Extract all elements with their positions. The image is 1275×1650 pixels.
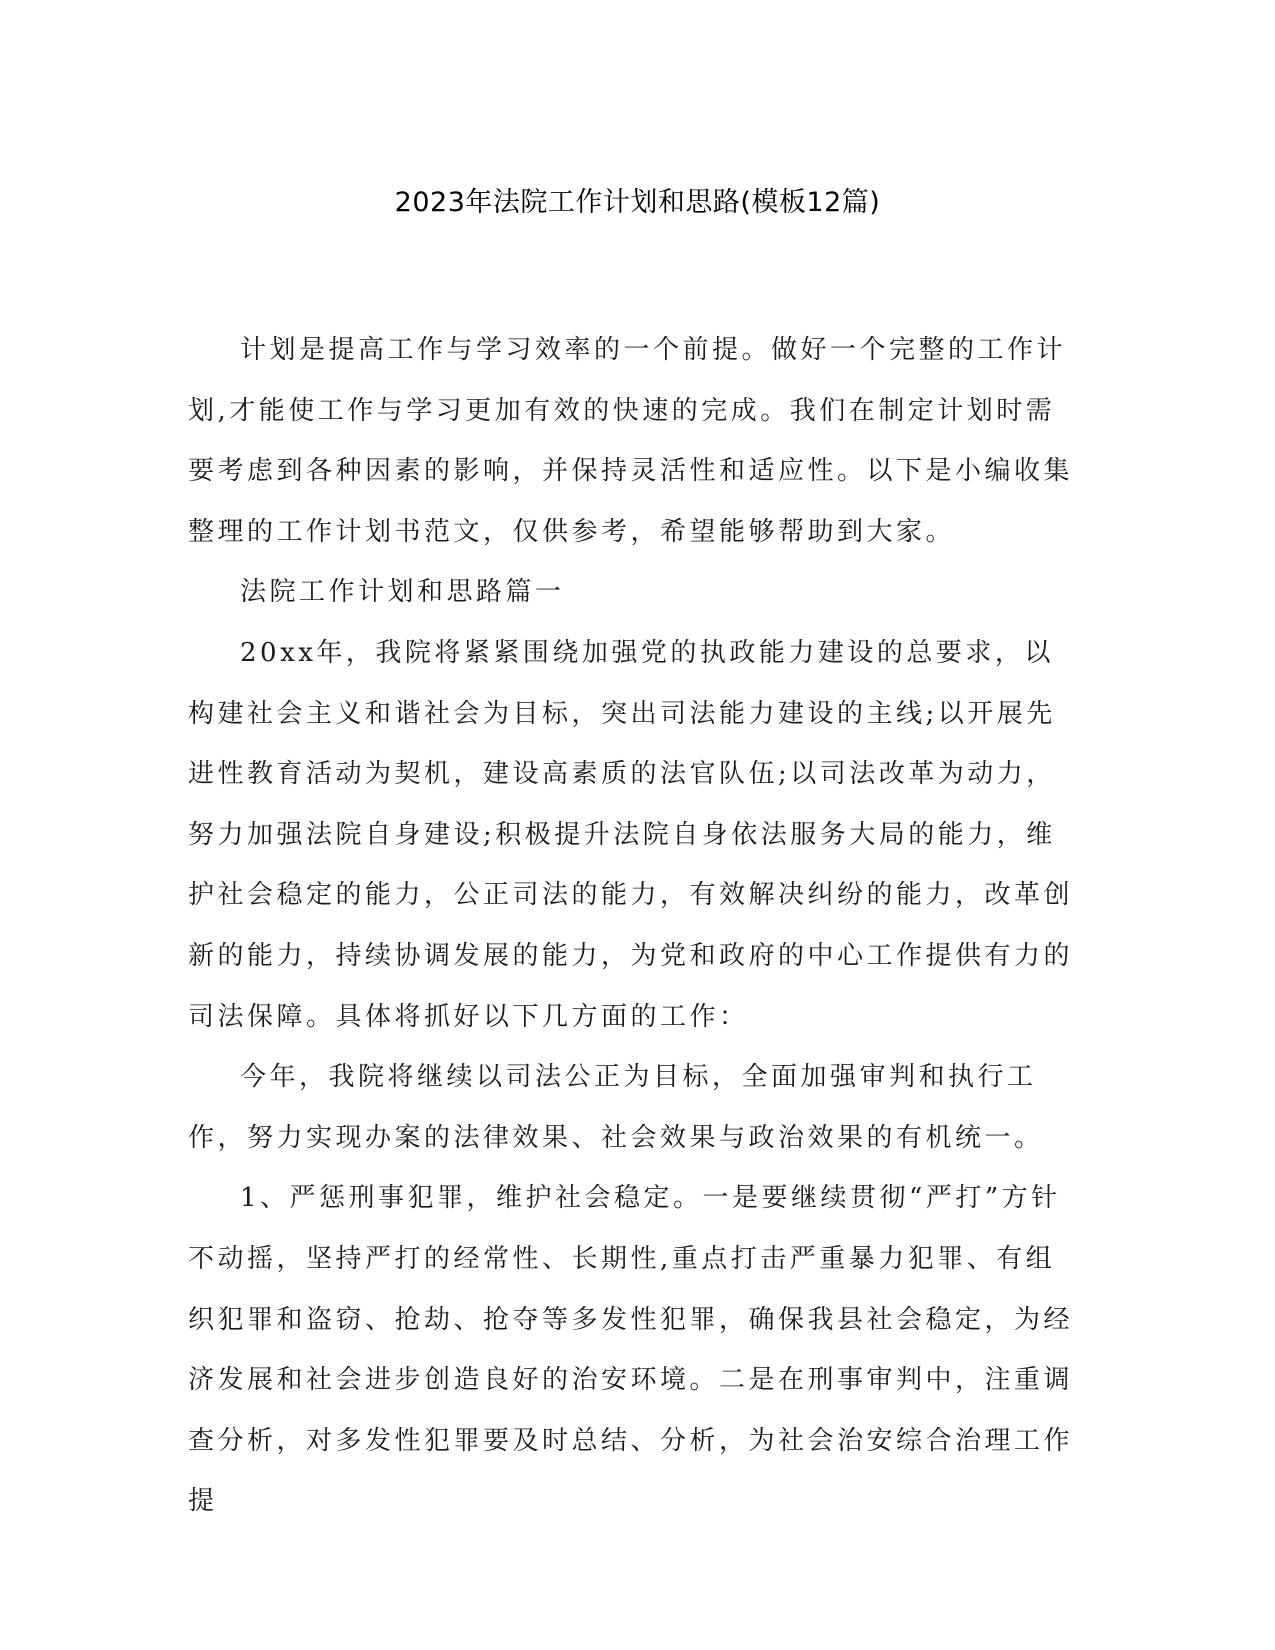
intro-paragraph: 计划是提高工作与学习效率的一个前提。做好一个完整的工作计划,才能使工作与学习更加有效的快速的完成。我们在制定计划时需要考虑到各种因素的影响，并保持灵活性和适应性。以下是小编收集整理的工作计划书范文，仅供参考，希望能够帮助到大家。 bbox=[188, 335, 1074, 547]
body-paragraph: 今年，我院将继续以司法公正为目标，全面加强审判和执行工作，努力实现办案的法律效果、社会效果与政治效果的有机统一。 bbox=[188, 1062, 1044, 1153]
document-body bbox=[188, 320, 1078, 1532]
body-paragraph: 20xx年，我院将紧紧围绕加强党的执政能力建设的总要求，以构建社会主义和谐社会为目标，突出司法能力建设的主线;以开展先进性教育活动为契机，建设高素质的法官队伍;以司法改革为动力，努力加强法院自身建设;积极提升法院自身依法服务大局的能力，维护社会稳定的能力，公正司法的能力，有效解决纠纷的能力，改革创新的能力，持续协调发展的能力，为党和政府的中心工作提供有力的司法保障。具体将抓好以下几方面的工作： bbox=[188, 637, 1074, 1032]
document-title: 2023年法院工作计划和思路(模板12篇) bbox=[394, 187, 881, 218]
body-paragraph: 1、严惩刑事犯罪，维护社会稳定。一是要继续贯彻“严打”方针不动摇，坚持严打的经常性、长期性,重点打击严重暴力犯罪、有组织犯罪和盗窃、抢劫、抢夺等多发性犯罪，确保我县社会稳定，为经济发展和社会进步创造良好的治安环境。二是在刑事审判中，注重调查分析，对多发性犯罪要及时总结、分析，为社会治安综合治理工作提 bbox=[188, 1183, 1074, 1517]
section-heading: 法院工作计划和思路篇一 bbox=[240, 577, 565, 608]
